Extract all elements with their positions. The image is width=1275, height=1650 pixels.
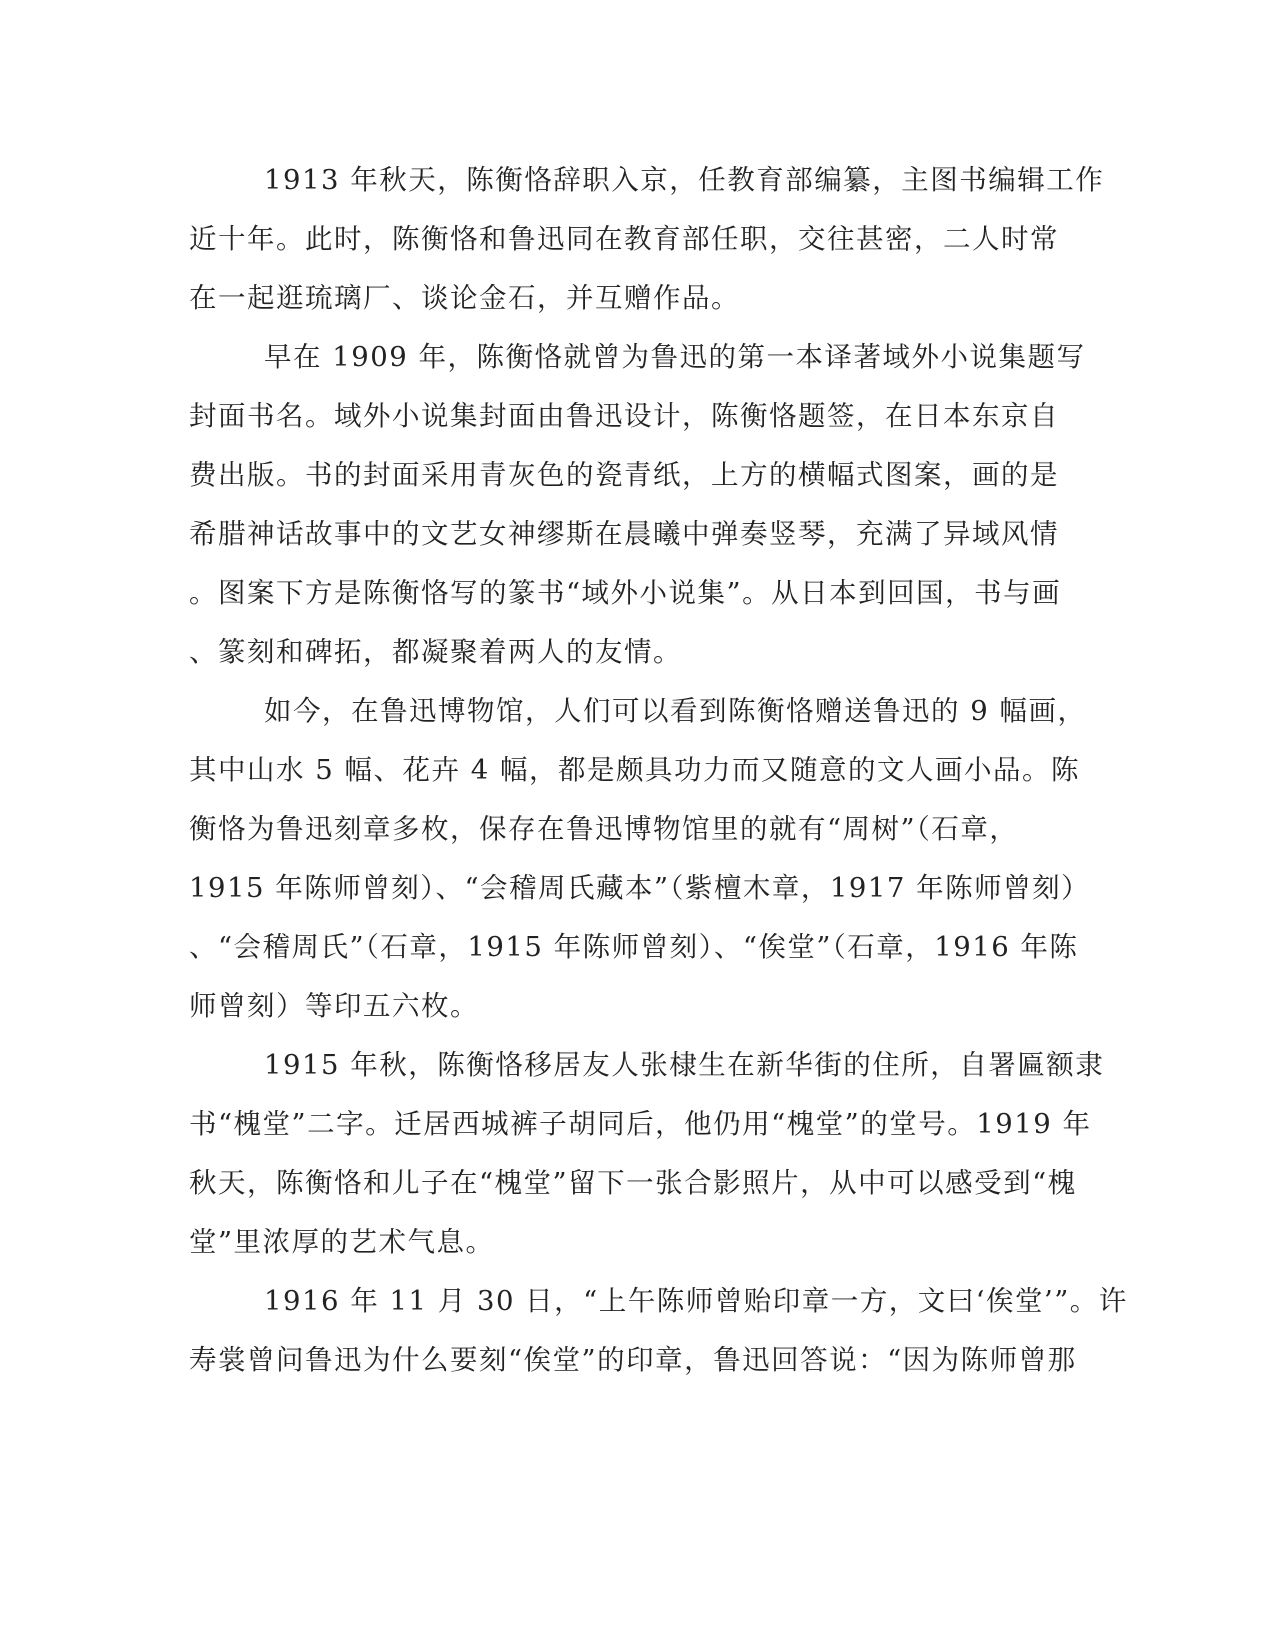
paragraph-2-line-6: 、篆刻和碑拓，都凝聚着两人的友情。	[189, 636, 682, 668]
paragraph-5-line-1: 1916 年 11 月 30 日，“上午陈师曾贻印章一方，文曰‘俟堂’”。许	[264, 1285, 1128, 1317]
paragraph-3-line-1: 如今，在鲁迅博物馆，人们可以看到陈衡恪赠送鲁迅的 9 幅画，	[264, 695, 1087, 727]
paragraph-3-line-3: 衡恪为鲁迅刻章多枚，保存在鲁迅博物馆里的就有“周树”（石章，	[189, 813, 1019, 845]
paragraph-4-line-2: 书“槐堂”二字。迁居西城裤子胡同后，他仍用“槐堂”的堂号。1919 年	[189, 1108, 1092, 1140]
paragraph-4-line-3: 秋天，陈衡恪和儿子在“槐堂”留下一张合影照片，从中可以感受到“槐	[189, 1167, 1077, 1199]
paragraph-3-line-4: 1915 年陈师曾刻）、“会稽周氏藏本”（紫檀木章，1917 年陈师曾刻）	[189, 872, 1091, 904]
paragraph-4-line-4: 堂”里浓厚的艺术气息。	[189, 1226, 495, 1258]
paragraph-2-line-5: 。图案下方是陈衡恪写的篆书“域外小说集”。从日本到回国，书与画	[189, 577, 1062, 609]
paragraph-1-line-1: 1913 年秋天，陈衡恪辞职入京，任教育部编纂，主图书编辑工作	[264, 164, 1105, 196]
paragraph-3-line-6: 师曾刻）等印五六枚。	[189, 990, 479, 1022]
paragraph-5-line-2: 寿裳曾问鲁迅为什么要刻“俟堂”的印章，鲁迅回答说：“因为陈师曾那	[189, 1344, 1077, 1376]
paragraph-3-line-5: 、“会稽周氏”（石章，1915 年陈师曾刻）、“俟堂”（石章，1916 年陈	[189, 931, 1079, 963]
paragraph-4-line-1: 1915 年秋，陈衡恪移居友人张棣生在新华街的住所，自署匾额隶	[264, 1049, 1105, 1081]
paragraph-2-line-3: 费出版。书的封面采用青灰色的瓷青纸，上方的横幅式图案，画的是	[189, 459, 1059, 491]
paragraph-1-line-2: 近十年。此时，陈衡恪和鲁迅同在教育部任职，交往甚密，二人时常	[189, 223, 1059, 255]
paragraph-2-line-4: 希腊神话故事中的文艺女神缪斯在晨曦中弹奏竖琴，充满了异域风情	[189, 518, 1059, 550]
paragraph-3-line-2: 其中山水 5 幅、花卉 4 幅，都是颇具功力而又随意的文人画小品。陈	[189, 754, 1080, 786]
paragraph-2-line-2: 封面书名。域外小说集封面由鲁迅设计，陈衡恪题签，在日本东京自	[189, 400, 1059, 432]
paragraph-1-line-3: 在一起逛琉璃厂、谈论金石，并互赠作品。	[189, 282, 740, 314]
paragraph-2-line-1: 早在 1909 年，陈衡恪就曾为鲁迅的第一本译著域外小说集题写	[264, 341, 1086, 373]
